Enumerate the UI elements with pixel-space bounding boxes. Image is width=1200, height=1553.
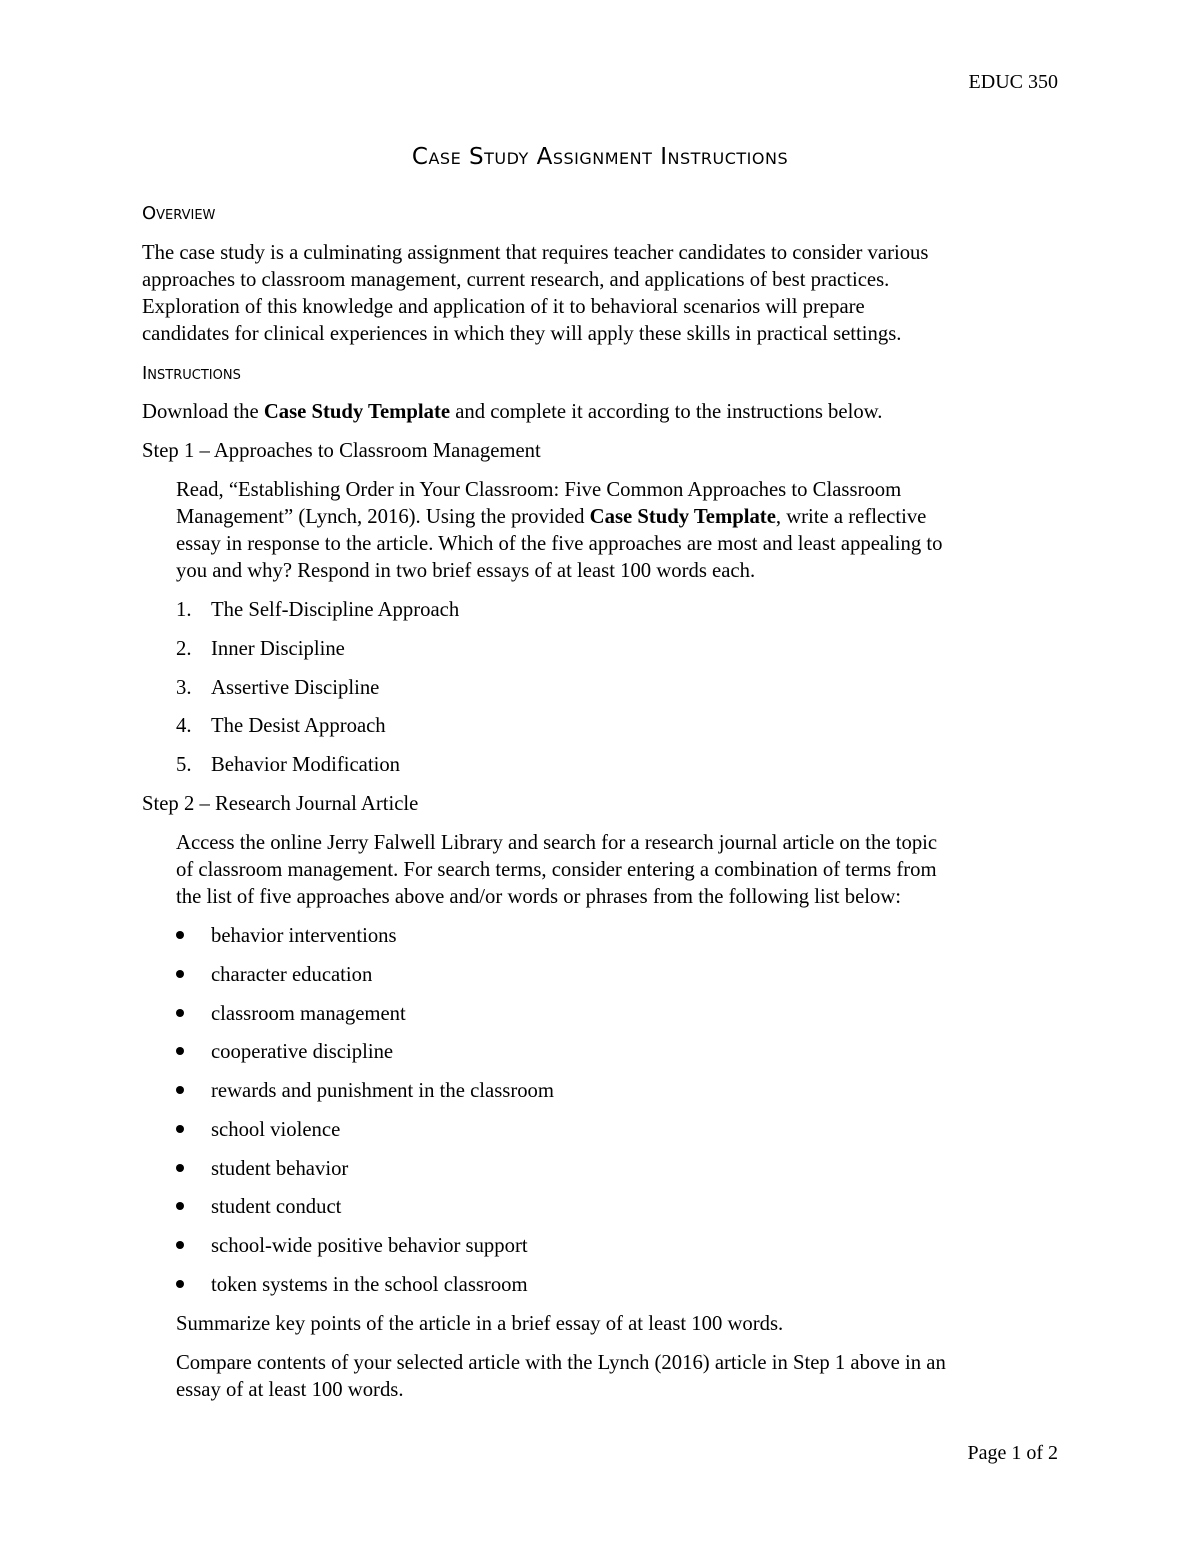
- search-term: behavior interventions: [211, 925, 397, 947]
- search-term: school-wide positive behavior support: [211, 1235, 528, 1257]
- search-term-item: [176, 1272, 528, 1299]
- bullet-icon: [176, 1164, 184, 1172]
- search-term-item: [176, 1039, 393, 1066]
- bullet-icon: [176, 970, 184, 978]
- step2-line: the list of five approaches above and/or words or phrases from the following list below:: [176, 886, 902, 908]
- search-term-item: [176, 1156, 348, 1183]
- search-term-item: [176, 1233, 528, 1260]
- step1-line: [176, 504, 926, 531]
- approach-item: [176, 597, 459, 624]
- instructions-intro-post: and complete it according to the instructions below.: [450, 401, 883, 423]
- step1-line: essay in response to the article. Which of the five approaches are most and least appealing to: [176, 533, 943, 555]
- overview-line: approaches to classroom management, current research, and applications of best practices.: [142, 269, 890, 291]
- template-name: Case Study Template: [263, 401, 451, 423]
- search-term: student behavior: [211, 1158, 349, 1180]
- instructions-heading: Instructions: [142, 363, 241, 384]
- bullet-icon: [176, 931, 184, 939]
- search-term: character education: [211, 964, 373, 986]
- approach-text: Behavior Modification: [211, 754, 401, 776]
- bullet-icon: [176, 1125, 184, 1133]
- instructions-intro-pre: Download the: [142, 401, 264, 423]
- compare-instruction-line: essay of at least 100 words.: [176, 1379, 404, 1401]
- approach-number: 5.: [176, 754, 192, 776]
- approach-item: [176, 675, 379, 702]
- approach-number: 3.: [176, 677, 192, 699]
- search-term: rewards and punishment in the classroom: [211, 1080, 554, 1102]
- search-term-item: [176, 1001, 406, 1028]
- step1-line2-pre: Management” (Lynch, 2016). Using the provided: [176, 506, 590, 528]
- search-term-item: [176, 1078, 554, 1105]
- bullet-icon: [176, 1280, 184, 1288]
- step1-line: Read, “Establishing Order in Your Classroom: Five Common Approaches to Classroom: [176, 479, 902, 501]
- bullet-icon: [176, 1047, 184, 1055]
- approach-text: The Self-Discipline Approach: [211, 599, 460, 621]
- summarize-instruction: Summarize key points of the article in a brief essay of at least 100 words.: [176, 1313, 784, 1335]
- step2-line: Access the online Jerry Falwell Library and search for a research journal article on the topic: [176, 832, 938, 854]
- search-term: classroom management: [211, 1003, 406, 1025]
- overview-heading: Overview: [142, 203, 216, 224]
- approach-item: [176, 636, 345, 663]
- search-term: token systems in the school classroom: [211, 1274, 528, 1296]
- search-term: school violence: [211, 1119, 341, 1141]
- overview-line: The case study is a culminating assignment that requires teacher candidates to consider various: [142, 242, 929, 264]
- approach-text: The Desist Approach: [211, 715, 386, 737]
- overview-line: Exploration of this knowledge and application of it to behavioral scenarios will prepare: [142, 296, 865, 318]
- search-term: student conduct: [211, 1196, 342, 1218]
- approach-number: 4.: [176, 715, 192, 737]
- step1-heading: Step 1 – Approaches to Classroom Management: [142, 440, 541, 462]
- bullet-icon: [176, 1009, 184, 1017]
- page-header-course: EDUC 350: [968, 71, 1058, 93]
- bullet-icon: [176, 1086, 184, 1094]
- step2-line: of classroom management. For search terms, consider entering a combination of terms from: [176, 859, 937, 881]
- step2-heading: Step 2 – Research Journal Article: [142, 793, 419, 815]
- approach-item: [176, 752, 400, 779]
- search-term: cooperative discipline: [211, 1041, 394, 1063]
- search-term-item: [176, 923, 397, 950]
- approach-text: Assertive Discipline: [211, 677, 380, 699]
- instructions-intro: [142, 399, 882, 426]
- approach-number: 1.: [176, 599, 192, 621]
- document-title: Case Study Assignment Instructions: [411, 144, 789, 170]
- page-number: Page 1 of 2: [967, 1442, 1058, 1464]
- approach-text: Inner Discipline: [211, 638, 345, 660]
- compare-instruction-line: Compare contents of your selected article with the Lynch (2016) article in Step 1 above in an: [176, 1352, 946, 1374]
- search-term-item: [176, 1117, 340, 1144]
- bullet-icon: [176, 1202, 184, 1210]
- template-name: Case Study Template: [589, 506, 776, 528]
- search-term-item: [176, 1194, 341, 1221]
- step1-line2-post: , write a reflective: [775, 506, 927, 528]
- bullet-icon: [176, 1241, 184, 1249]
- approach-number: 2.: [176, 638, 192, 660]
- approach-item: [176, 713, 386, 740]
- step1-line: you and why? Respond in two brief essays of at least 100 words each.: [176, 560, 756, 582]
- search-term-item: [176, 962, 372, 989]
- overview-line: candidates for clinical experiences in which they will apply these skills in practical settings.: [142, 323, 902, 345]
